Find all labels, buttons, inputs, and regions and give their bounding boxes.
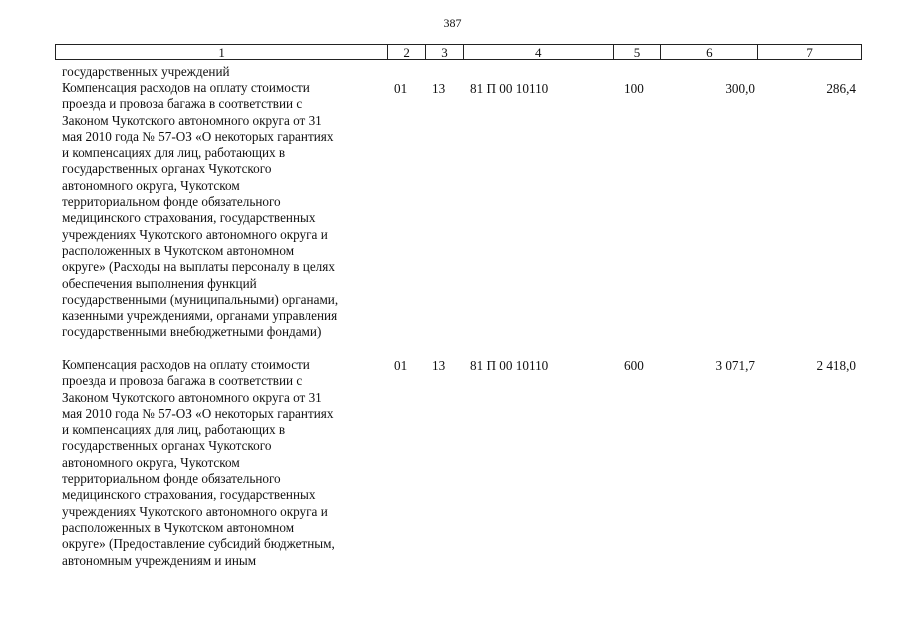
page-number: 387 <box>443 16 462 30</box>
continuation-text: государственных учреждений <box>62 64 230 79</box>
row-amount-executed: 286,4 <box>826 81 856 96</box>
row-section-code: 01 <box>394 358 408 373</box>
header-col-4: 4 <box>464 45 614 59</box>
row-expense-type: 600 <box>624 358 644 373</box>
row-subsection-code: 13 <box>432 81 446 96</box>
row-target-article: 81 П 00 10110 <box>470 358 549 373</box>
header-col-2: 2 <box>388 45 426 59</box>
row-subsection-code: 13 <box>432 358 446 373</box>
row-description: Компенсация расходов на оплату стоимости проезда и провоза багажа в соответствии с Законом Чукотского автономного округа от 31 мая 2010 года № 57-ОЗ «О некоторых гарантиях и компенсациях для лиц, работающих в государственных органах Чукотского автономного округа, Чукотском территориальном фонде обязательного медицинского страхования, государственных учреждениях Чукотского автономного округа и расположенных в Чукотском автономном округе» (Расходы на выплаты персоналу в целях обеспечения выполнения функций государственными (муниципальными) органами, казенными учреждениями, органами управления государственными внебюджетными фондами) <box>62 80 339 340</box>
header-col-7: 7 <box>806 45 813 60</box>
row-description: Компенсация расходов на оплату стоимости проезда и провоза багажа в соответствии с Законом Чукотского автономного округа от 31 мая 2010 года № 57-ОЗ «О некоторых гарантиях и компенсациях для лиц, работающих в государственных органах Чукотского автономного округа, Чукотском территориальном фонде обязательного медицинского страхования, государственных учреждениях Чукотского автономного округа и расположенных в Чукотском автономном округе» (Предоставление субсидий бюджетным, автономным учреждениям и иным <box>62 357 335 568</box>
table-header-row <box>55 44 862 60</box>
row-amount-executed: 2 418,0 <box>816 358 856 373</box>
row-section-code: 01 <box>394 81 408 96</box>
header-col-1: 1 <box>56 45 388 59</box>
header-col-3: 3 <box>426 45 464 59</box>
row-expense-type: 100 <box>624 81 644 96</box>
row-target-article: 81 П 00 10110 <box>470 81 549 96</box>
row-amount-planned: 3 071,7 <box>715 358 755 373</box>
header-col-6: 6 <box>661 45 758 59</box>
row-amount-planned: 300,0 <box>725 81 755 96</box>
header-col-5: 5 <box>614 45 662 59</box>
